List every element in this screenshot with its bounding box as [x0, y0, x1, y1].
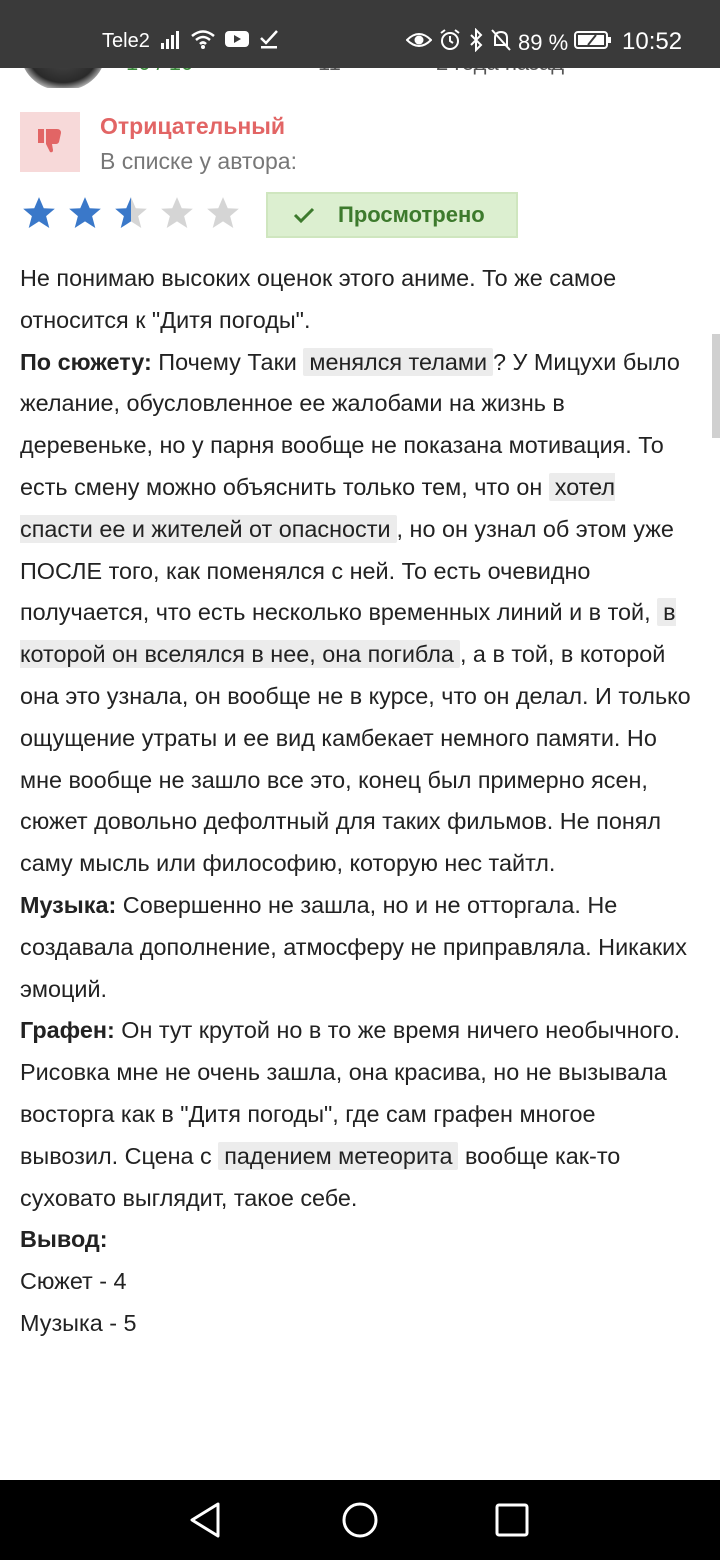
conclusion-heading: [20, 1219, 692, 1261]
plot-heading: По сюжету:: [20, 348, 152, 375]
star-half-icon: [112, 194, 150, 232]
star-empty-icon: [204, 194, 242, 232]
back-icon[interactable]: [184, 1498, 228, 1542]
status-bar: [0, 0, 720, 68]
spoiler-text[interactable]: хотел спасти ее и жителей от опасности: [20, 473, 616, 542]
spoiler-text[interactable]: падением метеорита: [218, 1142, 458, 1170]
graphics-text: вообще как-то суховато выглядит, такое себе.: [20, 1142, 621, 1211]
checkmark-icon: [292, 203, 316, 227]
download-done-icon: [258, 28, 280, 55]
battery-percent: 89 %: [518, 29, 569, 55]
signal-icon: [160, 28, 182, 55]
music-heading: Музыка:: [20, 891, 117, 918]
star-rating: [20, 194, 242, 232]
plot-paragraph: [20, 342, 692, 885]
negative-badge: [20, 112, 80, 172]
youtube-icon: [224, 29, 250, 54]
music-text: Совершенно не зашла, но и не отторгала. Не создавала дополнение, атмосферу не приправляла. Никаких эмоций.: [20, 891, 687, 1002]
review-intro: Не понимаю высоких оценок этого аниме. То же самое относится к "Дитя погоды".: [20, 265, 617, 333]
bluetooth-icon: [468, 28, 484, 57]
thumbs-down-icon: [35, 125, 65, 160]
spoiler-text[interactable]: в которой он вселялся в нее, она погибла: [20, 599, 676, 668]
recents-icon[interactable]: [490, 1498, 534, 1542]
scrollbar[interactable]: [712, 334, 720, 438]
plot-text: ? У Мицухи было желание, обусловленное ее жалобами на жизнь в деревеньке, но у парня вообще не показана мотивация. То есть смену можно объяснить только тем, что он: [20, 348, 680, 500]
graphics-heading: Графен:: [20, 1017, 115, 1044]
plot-text: , но он узнал об этом уже ПОСЛЕ того, как поменялся с ней. То есть очевидно получается, что есть несколько временных линий и в той,: [20, 515, 674, 626]
spoiler-text[interactable]: менялся телами: [303, 348, 493, 376]
author-list-label: В списке у автора:: [100, 148, 297, 174]
plot-text: Почему Таки: [151, 348, 304, 375]
wifi-icon: [190, 28, 216, 55]
clock: 10:52: [622, 28, 683, 55]
mute-icon: [490, 28, 512, 57]
star-filled-icon: [66, 194, 104, 232]
score-music: Музыка - 5: [20, 1309, 137, 1336]
star-filled-icon: [20, 194, 58, 232]
watched-status-badge: [266, 192, 518, 238]
battery-icon: [574, 29, 612, 56]
home-icon[interactable]: [338, 1498, 382, 1542]
review-text: [20, 258, 692, 1345]
eye-icon: [406, 29, 432, 56]
score-plot: Сюжет - 4: [20, 1268, 127, 1295]
conclusion-heading-text: Вывод:: [20, 1226, 108, 1253]
graphics-paragraph: [20, 1010, 692, 1219]
graphics-text: Он тут крутой но в то же время ничего необычного. Рисовка мне не очень зашла, она красива, но не вызывала восторга как в "Дитя погоды", где сам графен многое вывозил. Сцена с: [20, 1017, 681, 1169]
plot-text: , а в той, в которой она это узнала, он вообще не в курсе, что он делал. И только ощущение утраты и ее вид камбекает немного памяти. Но мне вообще не зашло все это, конец был примерно ясен, сюжет довольно дефолтный для таких фильмов. Не понял саму мысль или философию, которую нес тайтл.: [20, 641, 691, 877]
watched-label: Просмотрено: [338, 202, 485, 227]
alarm-icon: [438, 28, 462, 57]
star-empty-icon: [158, 194, 196, 232]
carrier-name: Tele2: [102, 30, 150, 52]
music-paragraph: [20, 885, 692, 1010]
review-verdict: Отрицательный: [100, 113, 286, 139]
navigation-bar: [0, 1480, 720, 1560]
